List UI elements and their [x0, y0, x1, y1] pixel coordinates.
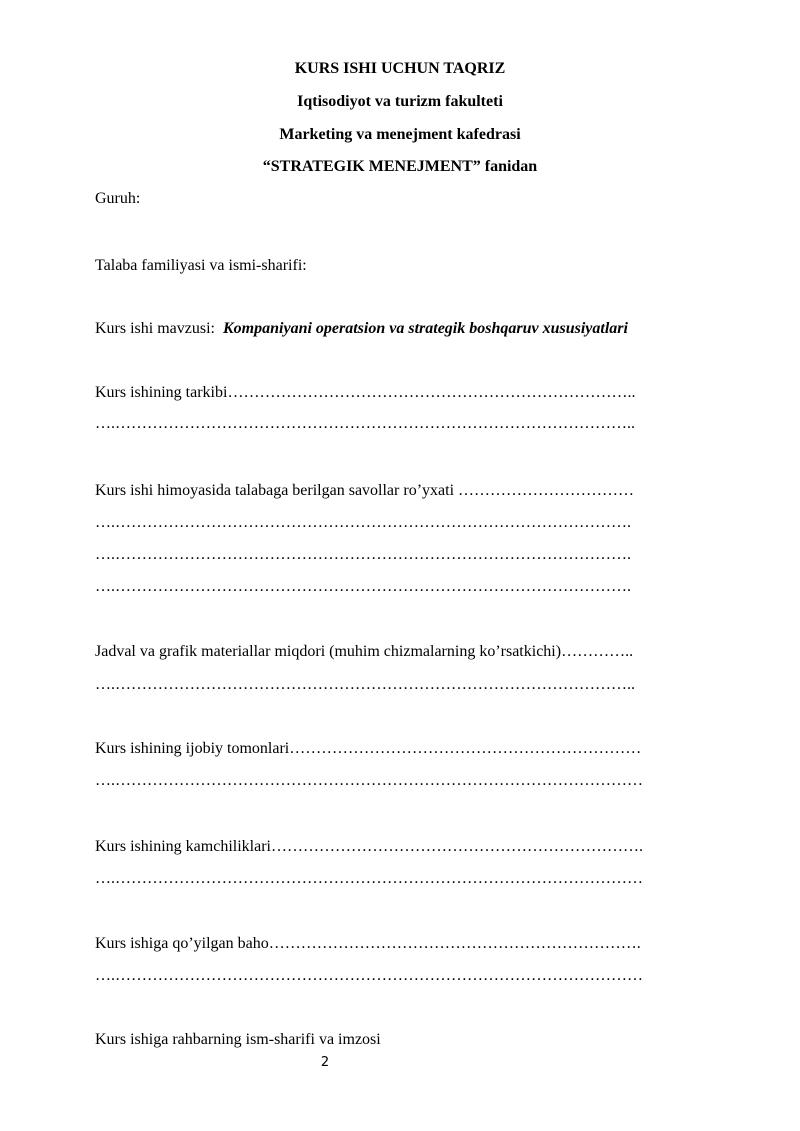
student-name-label: Talaba familiyasi va ismi-sharifi:: [95, 257, 307, 274]
faculty-name: Iqtisodiyot va turizm fakulteti: [297, 93, 503, 110]
drawbacks-line-1: Kurs ishining kamchiliklari…………………………………………………………….: [95, 838, 643, 855]
topic-label: Kurs ishi mavzusi:: [95, 320, 215, 337]
grade-line-2: ….………………………………………………………………………………………: [95, 967, 643, 984]
questions-line-3: ….…………………………………………………………………………………….: [95, 546, 631, 563]
grade-line-1: Kurs ishiga qo’yilgan baho…………………………………………………………….: [95, 935, 641, 952]
drawbacks-line-2: ….………………………………………………………………………………………: [95, 870, 643, 887]
questions-line-2: ….…………………………………………………………………………………….: [95, 514, 631, 531]
questions-line-1: Kurs ishi himoyasida talabaga berilgan savollar ro’yxati ……………………………: [95, 482, 635, 499]
structure-line-1: Kurs ishining tarkibi…………………………………………………………………..: [95, 384, 636, 401]
positive-line-1: Kurs ishining ijobiy tomonlari…………………………………………………………: [95, 740, 642, 757]
tables-line-1: Jadval va grafik materiallar miqdori (muhim chizmalarning ko’rsatkichi)…………..: [95, 643, 634, 660]
questions-line-4: ….…………………………………………………………………………………….: [95, 578, 631, 595]
review-title: KURS ISHI UCHUN TAQRIZ: [294, 60, 506, 77]
structure-line-2: ….……………………………………………………………………………………..: [95, 415, 635, 432]
supervisor-label: Kurs ishiga rahbarning ism-sharifi va imzosi: [95, 1031, 381, 1048]
page-number: 2: [320, 1055, 330, 1070]
group-label: Guruh:: [95, 190, 141, 207]
positive-line-2: ….………………………………………………………………………………………: [95, 772, 643, 789]
department-name: Marketing va menejment kafedrasi: [279, 126, 521, 143]
subject-name: “STRATEGIK MENEJMENT” fanidan: [262, 158, 538, 175]
topic-line: [95, 319, 628, 339]
topic-value: Kompaniyani operatsion va strategik boshqaruv xususiyatlari: [223, 320, 628, 337]
tables-line-2: ….……………………………………………………………………………………..: [95, 676, 635, 693]
